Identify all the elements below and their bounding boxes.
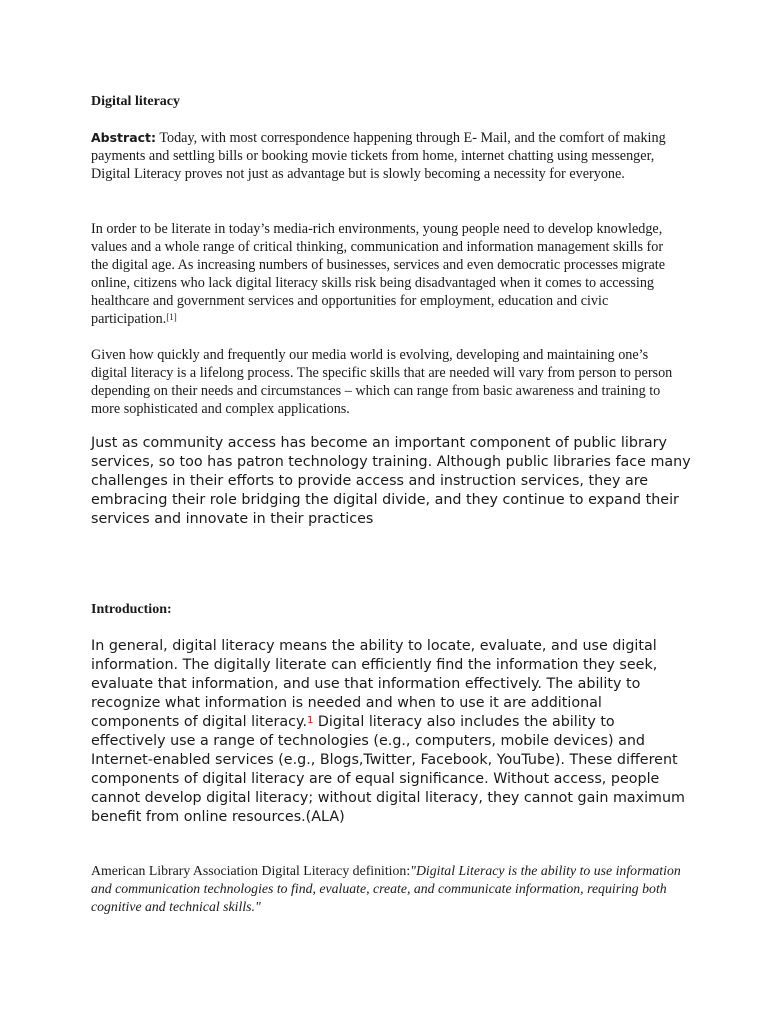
introduction-paragraph	[91, 637, 691, 827]
ala-definition-quote: "Digital Literacy is the ability to use information and communication technologies to find, evaluate, create, and communicate information, requiring both cognitive and technical skills."	[91, 863, 681, 914]
introduction-text-b: Digital literacy also includes the ability to effectively use a range of technologies (e.g., computers, mobile devices) and Internet-enabled services (e.g., Blogs,Twitter, Facebook, YouTube). These different components of digital literacy are of equal significance. Without access, people cannot develop digital literacy; without digital literacy, they cannot gain maximum benefit from online resources.(ALA)	[91, 714, 685, 825]
ala-definition-label: American Library Association Digital Literacy definition:	[91, 863, 411, 878]
abstract-text: Today, with most correspondence happening through E- Mail, and the comfort of making payments and settling bills or booking movie tickets from home, internet chatting using messenger, Digital Literacy proves not just as advantage but is slowly becoming a necessity for everyone.	[91, 130, 666, 182]
introduction-text-a: In general, digital literacy means the ability to locate, evaluate, and use digital information. The digitally literate can efficiently find the information they seek, evaluate that information, and use that information effectively. The ability to recognize what information is needed and when to use it are additional components of digital literacy.	[91, 638, 658, 730]
paragraph-media-rich-text: In order to be literate in today’s media-rich environments, young people need to develop knowledge, values and a whole range of critical thinking, communication and information management skills for the digital age. As increasing numbers of businesses, services and even democratic processes migrate online, citizens who lack digital literacy skills risk being disadvantaged when it comes to accessing healthcare and government services and opportunities for employment, education and civic participation.	[91, 221, 666, 327]
abstract-paragraph	[91, 129, 681, 183]
footnote-ref-1[interactable]: [1]	[166, 312, 177, 322]
paragraph-community-access: Just as community access has become an important component of public library services, so too has patron technology training. Although public libraries face many challenges in their efforts to provide access and instruction services, they are embracing their role bridging the digital divide, and they continue to expand their services and innovate in their practices	[91, 435, 691, 527]
ala-definition-paragraph	[91, 862, 681, 916]
paragraph-media-rich	[91, 220, 681, 328]
document-title: Digital literacy	[91, 94, 181, 109]
abstract-label: Abstract:	[91, 130, 157, 145]
footnote-ref-intro[interactable]: 1	[307, 715, 314, 726]
paragraph-lifelong-process: Given how quickly and frequently our media world is evolving, developing and maintaining one’s digital literacy is a lifelong process. The specific skills that are needed will vary from person to person depending on their needs and circumstances – which can range from basic awareness and training to more sophisticated and complex applications.	[91, 347, 673, 417]
introduction-heading: Introduction:	[91, 602, 172, 617]
